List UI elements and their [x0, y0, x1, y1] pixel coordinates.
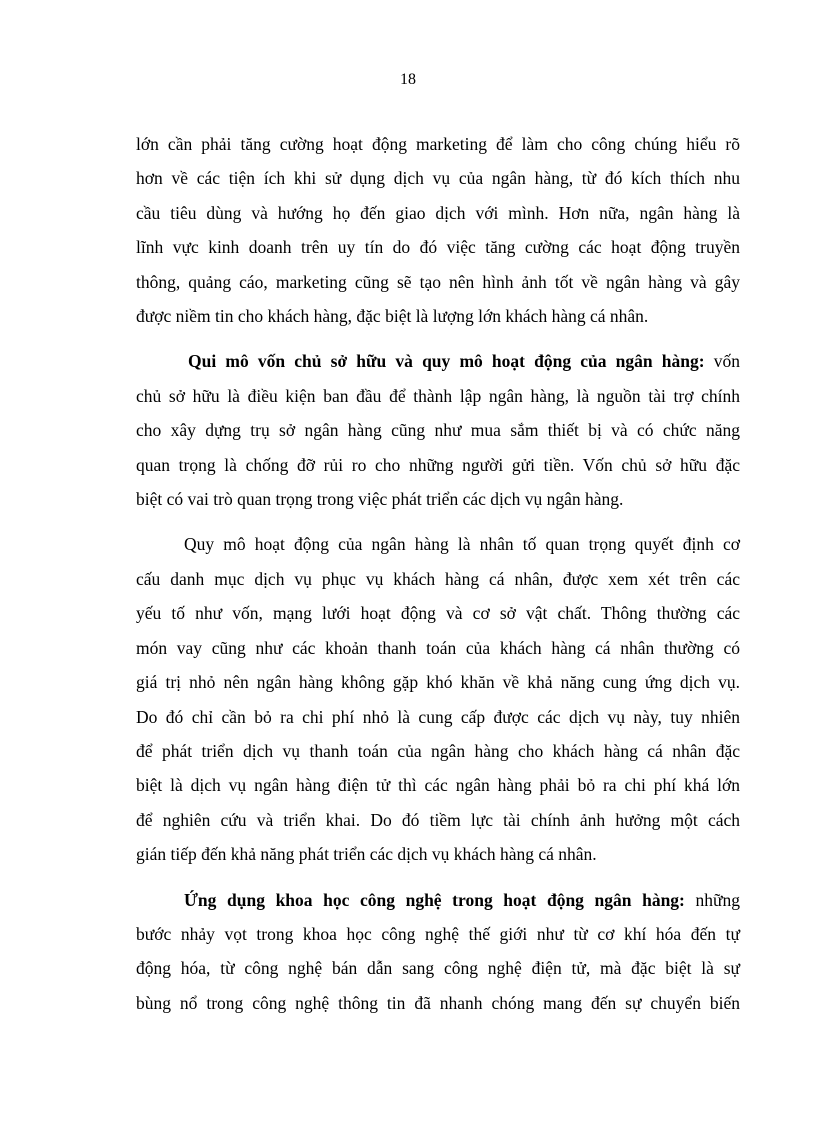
paragraph-technology	[136, 883, 740, 1021]
paragraph-operation-scale	[136, 527, 740, 871]
text-line: được niềm tin cho khách hàng, đặc biệt là lượng lớn khách hàng cá nhân.	[136, 306, 649, 327]
text-line: cấu danh mục dịch vụ phục vụ khách hàng cá nhân, được xem xét trên các	[136, 568, 740, 589]
page-number: 18	[400, 71, 416, 88]
text-line: lĩnh vực kinh doanh trên uy tín do đó việc tăng cường các hoạt động truyền	[136, 237, 740, 258]
paragraph-heading: Ứng dụng khoa học công nghệ trong hoạt động ngân hàng:	[184, 889, 685, 910]
heading-continuation: vốn	[713, 351, 741, 372]
text-line: lớn cần phải tăng cường hoạt động marketing để làm cho công chúng hiểu rõ	[136, 134, 740, 154]
text-line: động hóa, từ công nghệ bán dẫn sang công nghệ điện tử, mà đặc biệt là sự	[136, 958, 740, 979]
text-line: biệt có vai trò quan trọng trong việc phát triển các dịch vụ ngân hàng.	[136, 489, 624, 510]
text-line: Quy mô hoạt động của ngân hàng là nhân tố quan trọng quyết định cơ	[184, 534, 740, 555]
text-line: hơn về các tiện ích khi sử dụng dịch vụ của ngân hàng, từ đó kích thích nhu	[136, 168, 740, 189]
text-line-first	[136, 883, 740, 917]
text-line: giá trị nhỏ nên ngân hàng không gặp khó khăn về khả năng cung ứng dịch vụ.	[136, 672, 740, 693]
text-line: bùng nổ trong công nghệ thông tin đã nhanh chóng mang đến sự chuyển biến	[136, 992, 740, 1013]
text-line: cho xây dựng trụ sở ngân hàng cũng như mua sắm thiết bị và có chức năng	[136, 420, 740, 441]
text-line: để phát triển dịch vụ thanh toán của ngân hàng cho khách hàng cá nhân đặc	[136, 740, 740, 761]
text-line: gián tiếp đến khả năng phát triển các dịch vụ khách hàng cá nhân.	[136, 844, 597, 865]
paragraph-marketing	[136, 127, 740, 333]
text-line: Do đó chỉ cần bỏ ra chi phí nhỏ là cung cấp được các dịch vụ này, tuy nhiên	[136, 706, 740, 727]
text-line: cầu tiêu dùng và hướng họ đến giao dịch với mình. Hơn nữa, ngân hàng là	[136, 202, 740, 223]
heading-continuation: những	[695, 889, 740, 910]
text-line: để nghiên cứu và triển khai. Do đó tiềm lực tài chính ảnh hưởng một cách	[136, 809, 740, 830]
text-line: yếu tố như vốn, mạng lưới hoạt động và cơ sở vật chất. Thông thường các	[136, 603, 740, 624]
text-line-first	[136, 344, 740, 378]
text-line: thông, quảng cáo, marketing cũng sẽ tạo nên hình ảnh tốt về ngân hàng và gây	[136, 271, 740, 292]
text-line: biệt là dịch vụ ngân hàng điện tử thì các ngân hàng phải bỏ ra chi phí khá lớn	[136, 775, 740, 796]
paragraph-equity-scale	[136, 344, 740, 516]
page-body	[136, 127, 740, 1020]
paragraph-heading: Qui mô vốn chủ sở hữu và quy mô hoạt động của ngân hàng:	[188, 351, 705, 372]
text-line: chủ sở hữu là điều kiện ban đầu để thành lập ngân hàng, là nguồn tài trợ chính	[136, 385, 740, 406]
text-line: quan trọng là chống đỡ rủi ro cho những người gửi tiền. Vốn chủ sở hữu đặc	[136, 454, 740, 475]
text-line: bước nhảy vọt trong khoa học công nghệ thế giới như từ cơ khí hóa đến tự	[136, 923, 740, 944]
text-line: món vay cũng như các khoản thanh toán của khách hàng cá nhân thường có	[136, 637, 740, 658]
